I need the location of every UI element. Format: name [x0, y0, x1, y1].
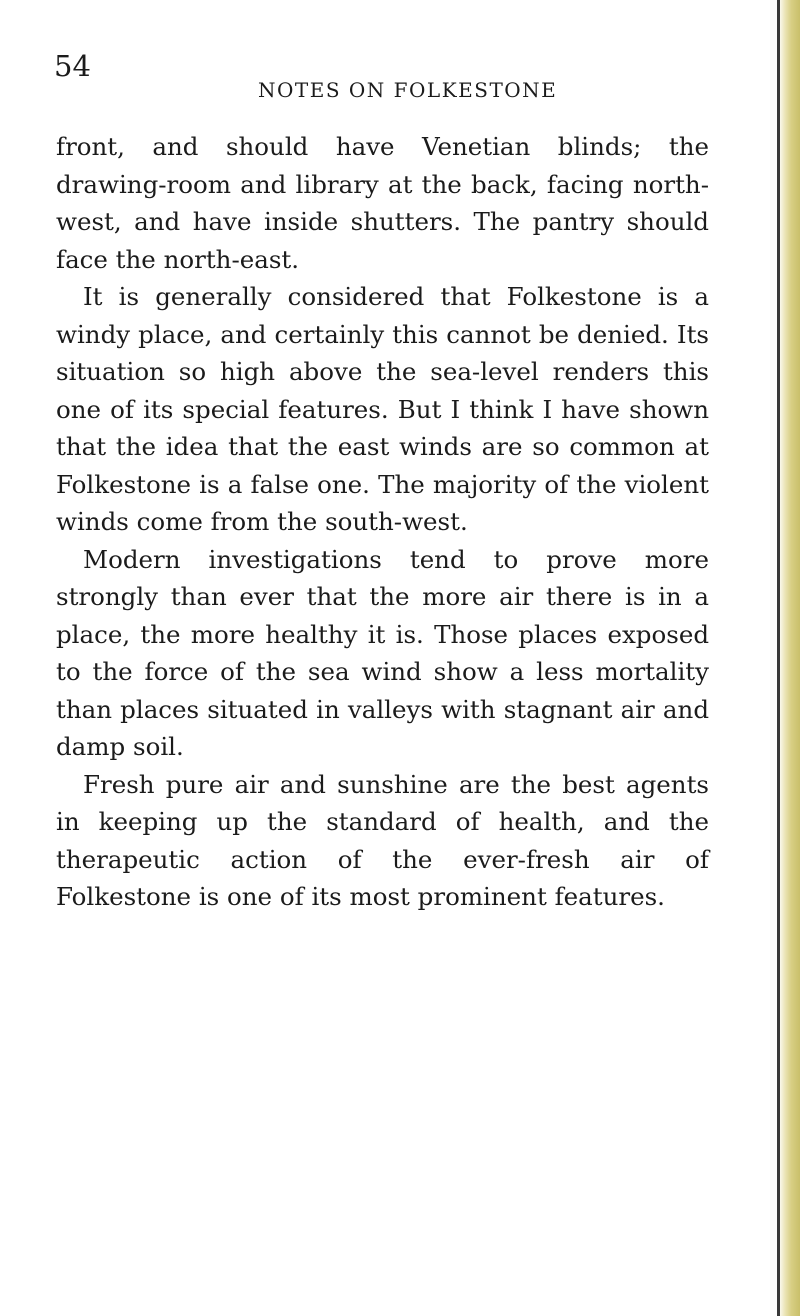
page-number: 54: [54, 49, 91, 83]
body-text: [56, 128, 709, 916]
paragraph-modern-investigations: Modern investigations tend to prove more strongly than ever that the more air there is in a place, the more healthy it is. Those places exposed to the force of the sea wind show a less mortality than places situated in valleys with stagnant air and damp soil.: [56, 544, 709, 761]
page-edge-line: [777, 0, 780, 1316]
paragraph-fresh-air: Fresh pure air and sunshine are the best agents in keeping up the standard of health, and the therapeutic action of the ever-fresh air of Folkestone is one of its most prominent features.: [56, 769, 709, 911]
page-edge: [778, 0, 800, 1316]
paragraph-continued: front, and should have Venetian blinds; the drawing-room and library at the back, facing north-west, and have inside shutters. The pantry should face the north-east.: [56, 132, 709, 274]
running-title: NOTES ON FOLKESTONE: [258, 78, 558, 102]
paragraph-windy-place: It is generally considered that Folkestone is a windy place, and certainly this cannot be denied. Its situation so high above the sea-level renders this one of its special features. But I think I have shown that the idea that the east winds are so common at Folkestone is a false one. The majority of the violent winds come from the south-west.: [56, 282, 709, 536]
